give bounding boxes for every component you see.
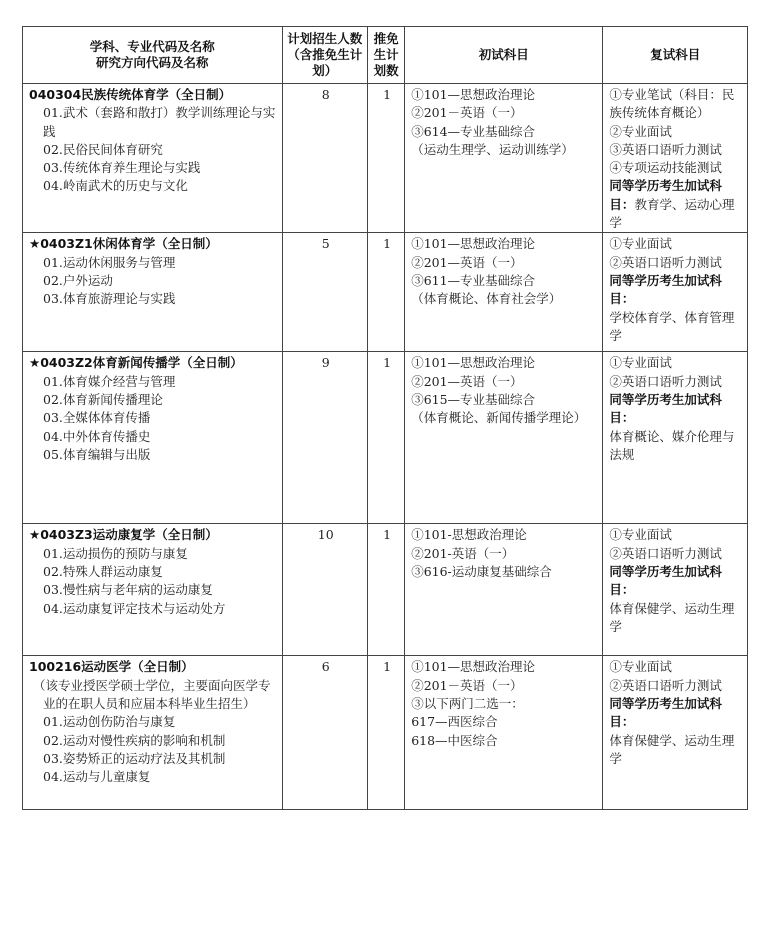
direction: 01.体育媒介经营与管理	[43, 373, 176, 389]
exam-item: 618—中医综合	[411, 732, 498, 748]
header-plan: 计划招生人数（含推免生计划）	[282, 27, 367, 84]
initial-exam-cell	[405, 656, 603, 810]
retest-item: ①专业面试	[609, 355, 672, 371]
extra-label: 同等学历考生加试科目：	[609, 391, 722, 426]
direction: 04.运动康复评定技术与运动处方	[43, 600, 226, 616]
exam-item: （体育概论、新闻传播学理论）	[411, 410, 587, 426]
retest-item: ②专业面试	[609, 123, 672, 139]
exam-item: ②201-英语（一）	[411, 545, 515, 561]
header-retest: 复试科目	[603, 27, 748, 84]
exempt-count: 1	[367, 352, 404, 524]
retest-item: ②英语口语听力测试	[609, 545, 722, 561]
extra-subjects-text: 体育保健学、运动生理学	[609, 600, 735, 634]
extra-subjects-text: 体育概论、媒介伦理与法规	[609, 428, 735, 462]
plan-count: 8	[282, 84, 367, 233]
direction: 02.民俗民间体育研究	[43, 141, 163, 157]
major-cell	[23, 84, 283, 233]
plan-count: 5	[282, 233, 367, 352]
table-row	[23, 84, 748, 233]
major-title: 040304民族传统体育学（全日制）	[29, 87, 232, 102]
initial-exam-cell	[405, 524, 603, 656]
direction: 01.运动创伤防治与康复	[43, 714, 176, 730]
header-major-line1: 学科、专业代码及名称	[89, 39, 215, 54]
retest-cell	[603, 84, 748, 233]
initial-exam-cell	[405, 352, 603, 524]
major-title: ★0403Z3运动康复学（全日制）	[29, 527, 218, 543]
exam-item: ②201－英语（一）	[411, 105, 523, 121]
exam-item: ②201—英语（一）	[411, 254, 523, 270]
direction: 03.全媒体体育传播	[43, 410, 151, 426]
major-title: ★0403Z2体育新闻传播学（全日制）	[29, 355, 243, 371]
extra-subjects-text: 教育学、运动心理学	[609, 196, 735, 231]
exempt-count: 1	[367, 84, 404, 233]
table-row	[23, 524, 748, 656]
direction: 02.运动对慢性疾病的影响和机制	[43, 732, 226, 748]
retest-cell	[603, 352, 748, 524]
retest-cell	[603, 233, 748, 352]
direction: 04.岭南武术的历史与文化	[43, 178, 188, 194]
table-row	[23, 352, 748, 524]
direction: 03.慢性病与老年病的运动康复	[43, 582, 213, 598]
major-note: （该专业授医学硕士学位，主要面向医学专业的在职人员和应届本科毕业生招生）	[33, 677, 271, 711]
retest-cell	[603, 656, 748, 810]
header-initial-exam: 初试科目	[405, 27, 603, 84]
direction: 01.运动休闲服务与管理	[43, 254, 176, 270]
exam-item: ①101—思想政治理论	[411, 236, 536, 252]
extra-label: 同等学历考生加试科目：	[609, 563, 722, 598]
header-major-line2: 研究方向代码及名称	[96, 55, 209, 70]
direction: 03.传统体育养生理论与实践	[43, 160, 201, 176]
exam-item: （体育概论、体育社会学）	[411, 291, 562, 307]
direction: 01.运动损伤的预防与康复	[43, 545, 188, 561]
exam-item: ①101—思想政治理论	[411, 355, 536, 371]
major-cell	[23, 656, 283, 810]
exam-item: ①101—思想政治理论	[411, 87, 536, 102]
exam-item: ③614—专业基础综合	[411, 123, 536, 139]
header-row	[23, 27, 748, 84]
direction: 05.体育编辑与出版	[43, 446, 151, 462]
plan-count: 10	[282, 524, 367, 656]
plan-count: 6	[282, 656, 367, 810]
exempt-count: 1	[367, 656, 404, 810]
extra-label: 同等学历考生加试科目：	[609, 178, 722, 212]
major-title: 100216运动医学（全日制）	[29, 659, 194, 675]
direction: 02.体育新闻传播理论	[43, 391, 163, 407]
retest-item: ①专业面试	[609, 659, 672, 675]
major-title: ★0403Z1休闲体育学（全日制）	[29, 236, 218, 252]
extra-label: 同等学历考生加试科目：	[609, 695, 722, 730]
direction: 02.户外运动	[43, 272, 113, 288]
exempt-count: 1	[367, 524, 404, 656]
header-exempt: 推免生计划数	[367, 27, 404, 84]
retest-item: ①专业笔试（科目：民族传统体育概论）	[609, 87, 735, 121]
direction: 03.姿势矫正的运动疗法及其机制	[43, 750, 226, 766]
exam-item: （运动生理学、运动训练学）	[411, 141, 574, 157]
direction: 04.中外体育传播史	[43, 428, 151, 444]
retest-cell	[603, 524, 748, 656]
initial-exam-cell	[405, 84, 603, 233]
table-row	[23, 233, 748, 352]
retest-item: ②英语口语听力测试	[609, 677, 722, 693]
major-cell	[23, 233, 283, 352]
initial-exam-cell	[405, 233, 603, 352]
direction: 01.武术（套路和散打）教学训练理论与实践	[43, 105, 276, 139]
exam-item: ③611—专业基础综合	[411, 272, 536, 288]
direction: 02.特殊人群运动康复	[43, 563, 163, 579]
major-cell	[23, 524, 283, 656]
exam-item: 617—西医综合	[411, 714, 498, 730]
plan-count: 9	[282, 352, 367, 524]
extra-subjects-text: 学校体育学、体育管理学	[609, 309, 735, 343]
retest-item: ②英语口语听力测试	[609, 254, 722, 270]
retest-item: ①专业面试	[609, 236, 672, 252]
retest-item: ②英语口语听力测试	[609, 373, 722, 389]
exam-item: ②201－英语（一）	[411, 677, 523, 693]
extra-subjects	[609, 177, 743, 232]
direction: 04.运动与儿童康复	[43, 769, 151, 785]
admissions-table	[22, 26, 748, 810]
exam-item: ③615—专业基础综合	[411, 391, 536, 407]
retest-item: ④专项运动技能测试	[609, 160, 722, 176]
extra-subjects-text: 体育保健学、运动生理学	[609, 732, 735, 766]
header-major	[23, 27, 283, 84]
exam-item: ③616-运动康复基础综合	[411, 563, 552, 579]
table-row	[23, 656, 748, 810]
major-cell	[23, 352, 283, 524]
retest-item: ③英语口语听力测试	[609, 141, 722, 157]
exam-item: ③以下两门二选一：	[411, 695, 524, 711]
retest-item: ①专业面试	[609, 527, 672, 543]
extra-label: 同等学历考生加试科目：	[609, 272, 722, 307]
exam-item: ①101-思想政治理论	[411, 527, 527, 543]
direction: 03.体育旅游理论与实践	[43, 291, 176, 307]
exam-item: ①101—思想政治理论	[411, 659, 536, 675]
exam-item: ②201—英语（一）	[411, 373, 523, 389]
exempt-count: 1	[367, 233, 404, 352]
